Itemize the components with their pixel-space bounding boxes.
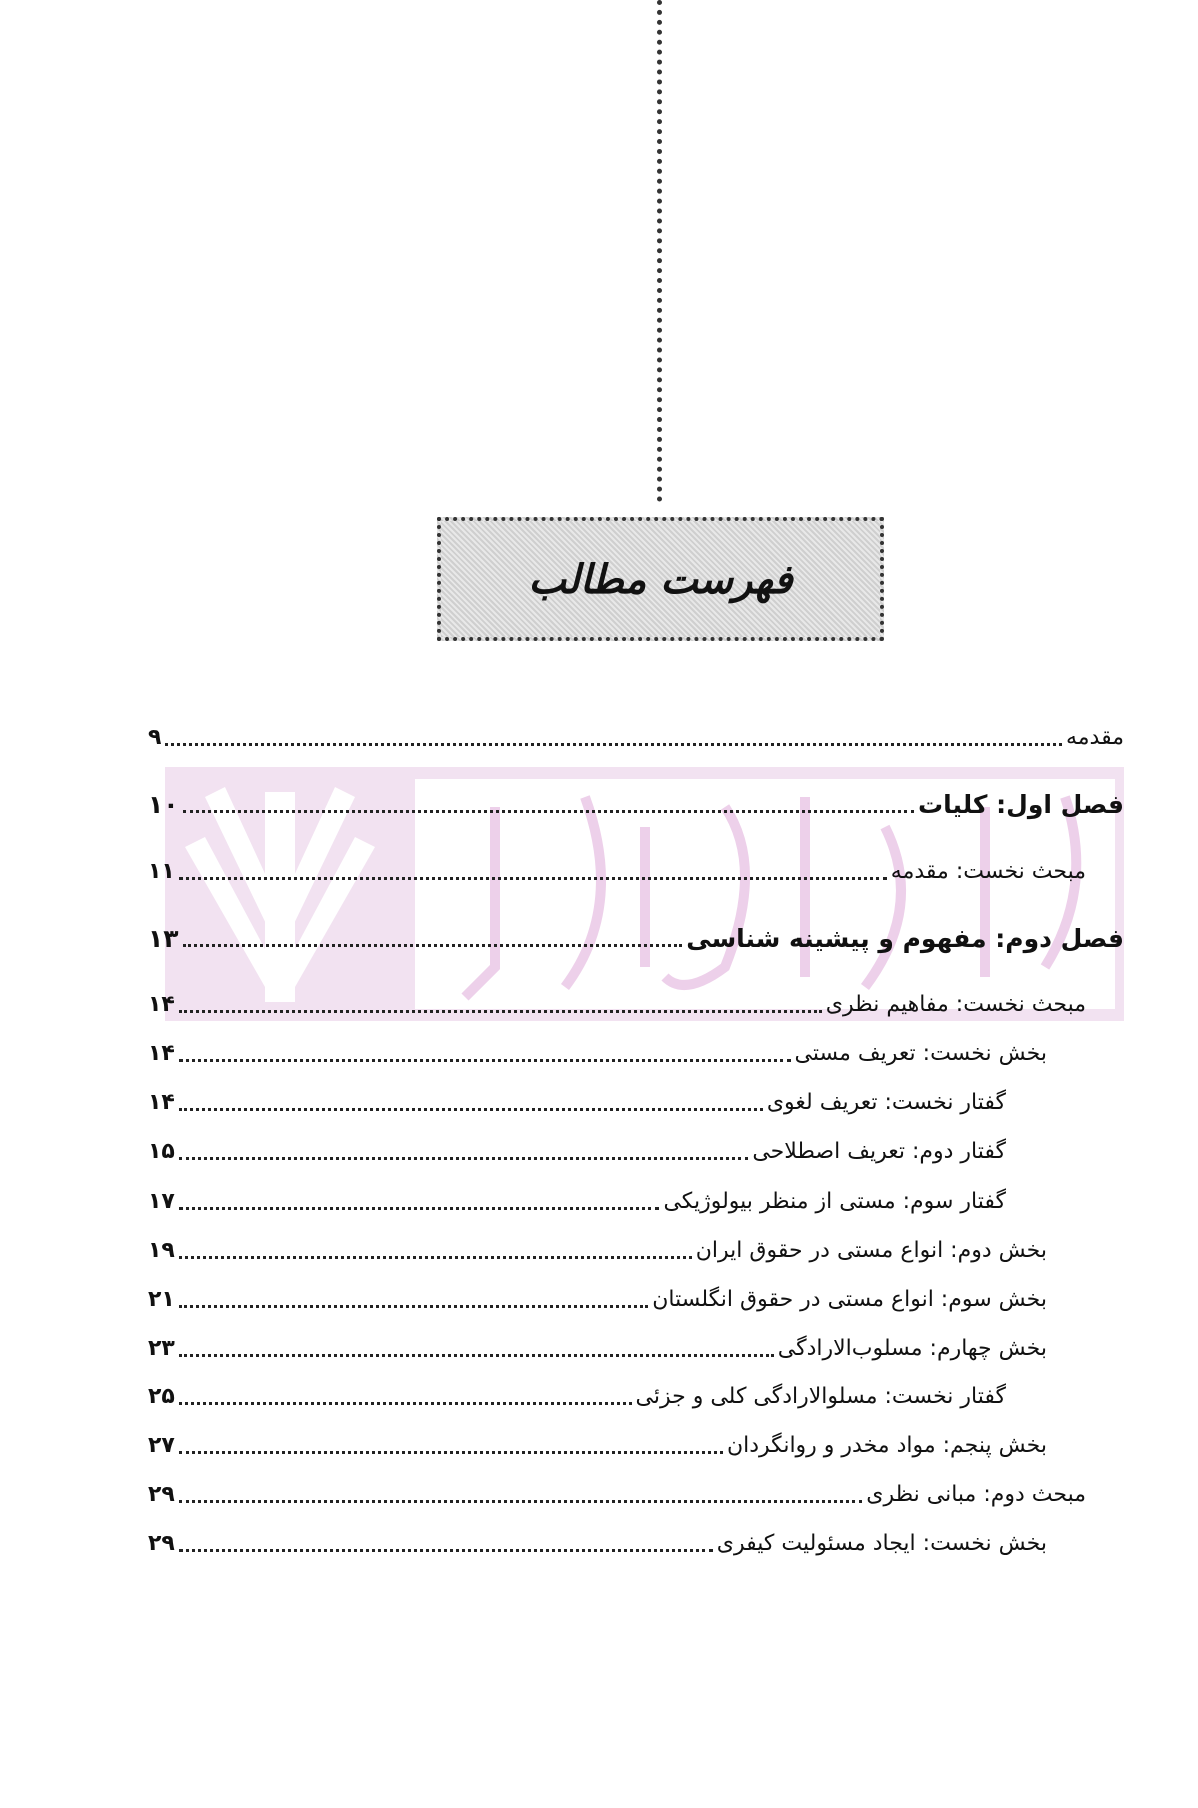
toc-entry[interactable] — [148, 1334, 1047, 1364]
toc-entry[interactable] — [148, 857, 1086, 887]
title-box — [437, 517, 884, 641]
toc-entry-page: ۱۰ — [148, 790, 179, 819]
dotted-vertical-line — [657, 0, 662, 502]
toc-entry-title: گفتار دوم: تعریف اصطلاحی — [752, 1139, 1006, 1164]
toc-entry-page: ۱۵ — [148, 1139, 175, 1164]
dot-leader — [179, 1207, 660, 1210]
dot-leader — [183, 810, 914, 813]
toc-entry-title: مبحث نخست: مقدمه — [890, 859, 1086, 884]
toc-entry-page: ۲۵ — [148, 1384, 175, 1409]
toc-entry-page: ۲۹ — [148, 1482, 175, 1507]
toc-entry-title: گفتار سوم: مستی از منظر بیولوژیکی — [663, 1189, 1006, 1214]
dot-leader — [183, 944, 683, 947]
toc-entry-page: ۲۷ — [148, 1433, 175, 1458]
toc-entry-page: ۲۱ — [148, 1287, 175, 1312]
dot-leader — [179, 1305, 648, 1308]
toc-entry-title: گفتار نخست: تعریف لغوی — [766, 1090, 1006, 1115]
toc-entry-title: مبحث نخست: مفاهیم نظری — [825, 992, 1086, 1017]
toc-entry[interactable] — [148, 990, 1086, 1020]
toc-entry-page: ۱۱ — [148, 859, 175, 884]
toc-entry[interactable] — [148, 1088, 1006, 1118]
toc-entry[interactable] — [148, 1236, 1047, 1266]
toc-entry[interactable] — [148, 1285, 1047, 1315]
toc-entry-title: مقدمه — [1065, 725, 1124, 750]
toc-entry[interactable] — [148, 1187, 1006, 1217]
dot-leader — [179, 1108, 763, 1111]
toc-entry-page: ۱۳ — [148, 924, 179, 953]
toc-entry-title: بخش پنجم: مواد مخدر و روانگردان — [726, 1433, 1047, 1458]
dot-leader — [179, 1402, 632, 1405]
toc-entry-page: ۲۳ — [148, 1336, 175, 1361]
toc-entry[interactable] — [148, 790, 1124, 820]
dot-leader — [179, 1451, 723, 1454]
toc-entry[interactable] — [148, 1480, 1086, 1510]
toc-entry-title: فصل دوم: مفهوم و پیشینه شناسی — [686, 924, 1124, 953]
toc-entry-title: بخش نخست: تعریف مستی — [794, 1041, 1047, 1066]
toc-entry-title: مبحث دوم: مبانی نظری — [866, 1482, 1086, 1507]
dot-leader — [179, 1500, 862, 1503]
dot-leader — [179, 1157, 748, 1160]
toc-entry-page: ۱۷ — [148, 1189, 175, 1214]
toc-entry[interactable] — [148, 924, 1124, 954]
dot-leader — [179, 1354, 774, 1357]
toc-entry-title: بخش دوم: انواع مستی در حقوق ایران — [695, 1238, 1047, 1263]
toc-entry[interactable] — [148, 723, 1124, 753]
dot-leader — [179, 1256, 692, 1259]
toc-entry[interactable] — [148, 1137, 1006, 1167]
toc-entry[interactable] — [148, 1382, 1006, 1412]
toc-entry[interactable] — [148, 1039, 1047, 1069]
toc-entry-page: ۱۹ — [148, 1238, 175, 1263]
dot-leader — [179, 1549, 713, 1552]
toc-entry-title: بخش چهارم: مسلوب‌الارادگی — [777, 1336, 1047, 1361]
dot-leader — [179, 1010, 822, 1013]
toc-entry-title: گفتار نخست: مسلوالارادگی کلی و جزئی — [635, 1384, 1006, 1409]
toc-entry-page: ۱۴ — [148, 992, 175, 1017]
toc-entry-page: ۱۴ — [148, 1090, 175, 1115]
toc-entry-title: بخش نخست: ایجاد مسئولیت کیفری — [716, 1531, 1047, 1556]
toc-entry[interactable] — [148, 1431, 1047, 1461]
dot-leader — [179, 1059, 791, 1062]
page-title: فهرست مطالب — [528, 555, 793, 603]
toc-entry-title: بخش سوم: انواع مستی در حقوق انگلستان — [652, 1287, 1047, 1312]
dot-leader — [179, 877, 887, 880]
toc-entry-page: ۲۹ — [148, 1531, 175, 1556]
toc-entry-page: ۹ — [148, 725, 162, 750]
toc-entry[interactable] — [148, 1529, 1047, 1559]
dot-leader — [165, 743, 1062, 746]
toc-entry-page: ۱۴ — [148, 1041, 175, 1066]
toc-entry-title: فصل اول: کلیات — [918, 790, 1124, 819]
